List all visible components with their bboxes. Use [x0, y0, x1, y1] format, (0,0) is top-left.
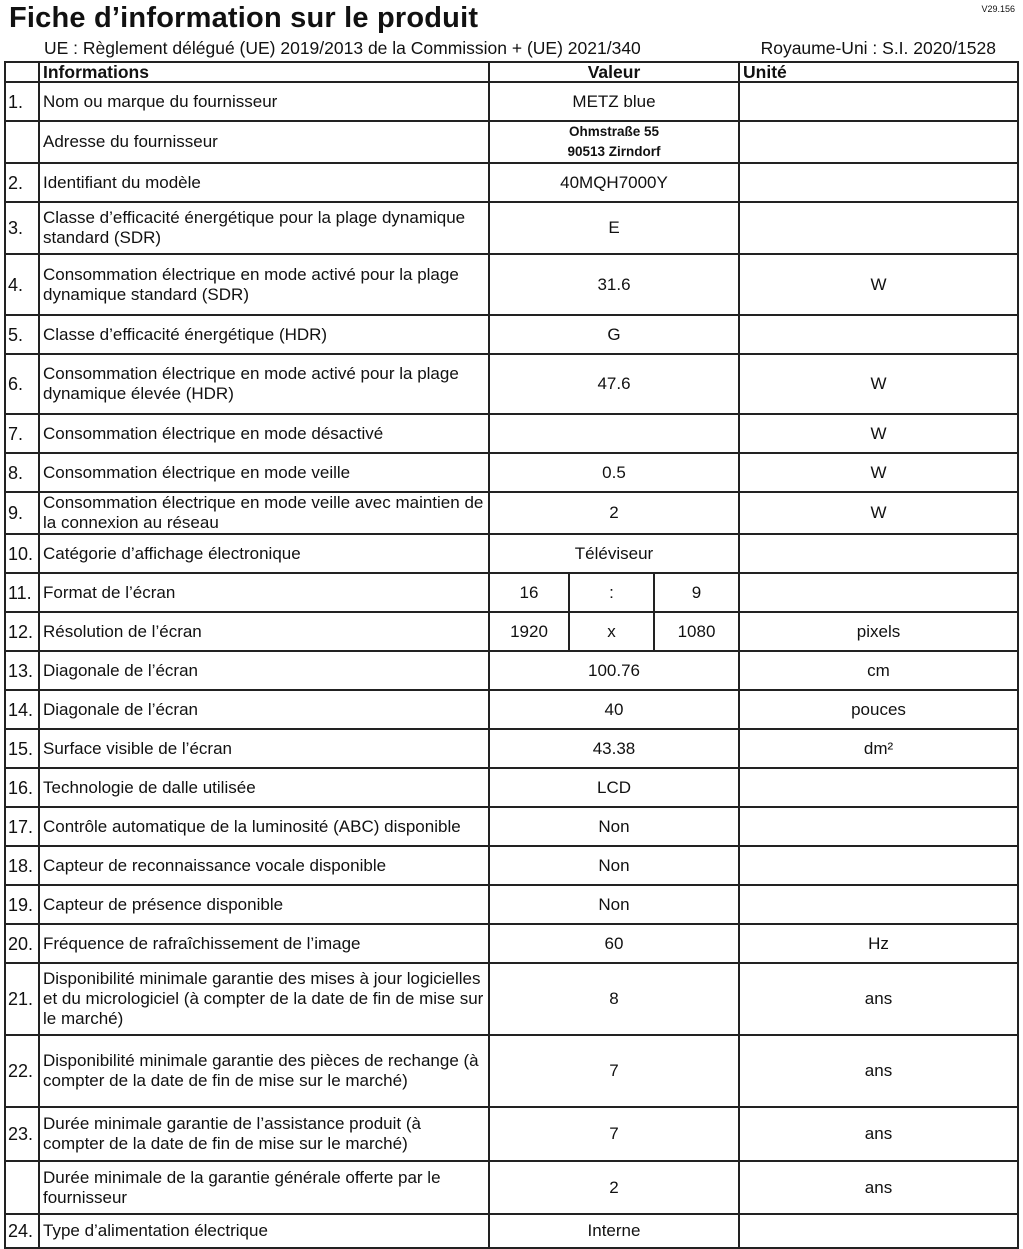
page-title: Fiche d’information sur le produit [9, 2, 479, 34]
row-unit [739, 1214, 1018, 1248]
row-unit [739, 534, 1018, 573]
aspect-height-value: 9 [654, 573, 739, 612]
row-label: Consommation électrique en mode activé pour la plage dynamique élevée (HDR) [39, 354, 489, 414]
row-unit: Hz [739, 924, 1018, 963]
header-informations: Informations [39, 62, 489, 82]
row-value [489, 121, 739, 163]
row-number: 8. [5, 453, 39, 492]
table-row [5, 612, 1018, 651]
row-value: 7 [489, 1107, 739, 1161]
table-row [5, 202, 1018, 254]
row-number: 16. [5, 768, 39, 807]
row-number: 5. [5, 315, 39, 354]
resolution-width-value: 1920 [489, 612, 569, 651]
row-number: 22. [5, 1035, 39, 1107]
table-row [5, 729, 1018, 768]
row-unit [739, 768, 1018, 807]
row-unit [739, 82, 1018, 121]
row-value [489, 414, 739, 453]
row-value: Téléviseur [489, 534, 739, 573]
row-label: Disponibilité minimale garantie des mises à jour logicielles et du micrologiciel (à compter de la date de fin de mise sur le marché) [39, 963, 489, 1035]
row-number: 9. [5, 492, 39, 534]
row-unit: ans [739, 1107, 1018, 1161]
row-number: 20. [5, 924, 39, 963]
row-unit [739, 573, 1018, 612]
row-value: 8 [489, 963, 739, 1035]
row-number: 2. [5, 163, 39, 202]
row-label: Consommation électrique en mode désactivé [39, 414, 489, 453]
row-number: 12. [5, 612, 39, 651]
row-number [5, 121, 39, 163]
row-unit: pixels [739, 612, 1018, 651]
row-unit [739, 163, 1018, 202]
row-label: Surface visible de l’écran [39, 729, 489, 768]
row-number: 19. [5, 885, 39, 924]
row-number [5, 1161, 39, 1214]
row-unit [739, 121, 1018, 163]
table-row [5, 768, 1018, 807]
row-value: LCD [489, 768, 739, 807]
row-label: Capteur de présence disponible [39, 885, 489, 924]
row-number: 4. [5, 254, 39, 315]
header-valeur: Valeur [489, 62, 739, 82]
row-value: 31.6 [489, 254, 739, 315]
resolution-separator: x [569, 612, 654, 651]
row-label: Catégorie d’affichage électronique [39, 534, 489, 573]
row-number: 11. [5, 573, 39, 612]
table-row [5, 121, 1018, 163]
table-row [5, 885, 1018, 924]
row-value: E [489, 202, 739, 254]
row-value: Non [489, 885, 739, 924]
row-label: Durée minimale garantie de l’assistance produit (à compter de la date de fin de mise sur le marché) [39, 1107, 489, 1161]
row-label: Diagonale de l’écran [39, 651, 489, 690]
table-row [5, 963, 1018, 1035]
table-row [5, 924, 1018, 963]
row-value: METZ blue [489, 82, 739, 121]
supplier-street: Ohmstraße 55 [568, 124, 660, 139]
row-value: 7 [489, 1035, 739, 1107]
row-label: Identifiant du modèle [39, 163, 489, 202]
table-row [5, 534, 1018, 573]
row-label: Format de l’écran [39, 573, 489, 612]
row-value: 0.5 [489, 453, 739, 492]
row-number: 6. [5, 354, 39, 414]
row-value: 40MQH7000Y [489, 163, 739, 202]
row-unit [739, 807, 1018, 846]
row-unit: ans [739, 1161, 1018, 1214]
table-row [5, 354, 1018, 414]
header-num-cell [5, 62, 39, 82]
header-unite: Unité [739, 62, 1018, 82]
row-number: 21. [5, 963, 39, 1035]
regulation-eu: UE : Règlement délégué (UE) 2019/2013 de la Commission + (UE) 2021/340 [44, 38, 641, 58]
row-unit: cm [739, 651, 1018, 690]
table-row [5, 492, 1018, 534]
table-row [5, 163, 1018, 202]
row-number: 13. [5, 651, 39, 690]
table-row [5, 1107, 1018, 1161]
row-value: 2 [489, 492, 739, 534]
row-label: Technologie de dalle utilisée [39, 768, 489, 807]
row-number: 1. [5, 82, 39, 121]
row-unit: W [739, 492, 1018, 534]
row-value: 40 [489, 690, 739, 729]
row-label: Capteur de reconnaissance vocale disponible [39, 846, 489, 885]
resolution-height-value: 1080 [654, 612, 739, 651]
row-unit: ans [739, 1035, 1018, 1107]
table-row [5, 1161, 1018, 1214]
row-unit: W [739, 414, 1018, 453]
table-row [5, 807, 1018, 846]
row-number: 23. [5, 1107, 39, 1161]
row-unit [739, 846, 1018, 885]
table-row [5, 414, 1018, 453]
row-number: 24. [5, 1214, 39, 1248]
row-value: 43.38 [489, 729, 739, 768]
row-number: 14. [5, 690, 39, 729]
row-unit: ans [739, 963, 1018, 1035]
row-label: Contrôle automatique de la luminosité (ABC) disponible [39, 807, 489, 846]
row-label: Classe d’efficacité énergétique pour la plage dynamique standard (SDR) [39, 202, 489, 254]
row-number: 10. [5, 534, 39, 573]
row-label: Durée minimale de la garantie générale offerte par le fournisseur [39, 1161, 489, 1214]
row-label: Consommation électrique en mode veille [39, 453, 489, 492]
row-value: G [489, 315, 739, 354]
row-number: 7. [5, 414, 39, 453]
aspect-separator: : [569, 573, 654, 612]
row-unit: dm² [739, 729, 1018, 768]
table-header-row [5, 62, 1018, 82]
row-unit: W [739, 254, 1018, 315]
row-label: Adresse du fournisseur [39, 121, 489, 163]
row-label: Consommation électrique en mode veille avec maintien de la connexion au réseau [39, 492, 489, 534]
table-row [5, 1214, 1018, 1248]
row-unit: pouces [739, 690, 1018, 729]
table-row [5, 453, 1018, 492]
row-unit: W [739, 453, 1018, 492]
supplier-city: 90513 Zirndorf [567, 144, 661, 159]
row-unit: W [739, 354, 1018, 414]
table-row [5, 1035, 1018, 1107]
row-unit [739, 202, 1018, 254]
table-row [5, 846, 1018, 885]
row-number: 15. [5, 729, 39, 768]
row-value: Interne [489, 1214, 739, 1248]
row-value: Non [489, 807, 739, 846]
row-number: 18. [5, 846, 39, 885]
row-value: 47.6 [489, 354, 739, 414]
product-info-table [4, 61, 1019, 1249]
row-label: Type d’alimentation électrique [39, 1214, 489, 1248]
row-value: 60 [489, 924, 739, 963]
row-unit [739, 315, 1018, 354]
row-label: Classe d’efficacité énergétique (HDR) [39, 315, 489, 354]
table-row [5, 651, 1018, 690]
table-row [5, 573, 1018, 612]
aspect-width-value: 16 [489, 573, 569, 612]
row-value: Non [489, 846, 739, 885]
row-label: Disponibilité minimale garantie des pièces de rechange (à compter de la date de fin de mise sur le marché) [39, 1035, 489, 1107]
row-label: Résolution de l’écran [39, 612, 489, 651]
table-row [5, 254, 1018, 315]
version-code: V29.156 [981, 4, 1015, 14]
row-label: Consommation électrique en mode activé pour la plage dynamique standard (SDR) [39, 254, 489, 315]
row-number: 17. [5, 807, 39, 846]
regulation-uk: Royaume-Uni : S.I. 2020/1528 [760, 38, 996, 58]
table-row [5, 315, 1018, 354]
row-unit [739, 885, 1018, 924]
row-value: 2 [489, 1161, 739, 1214]
row-label: Fréquence de rafraîchissement de l’image [39, 924, 489, 963]
row-value: 100.76 [489, 651, 739, 690]
row-number: 3. [5, 202, 39, 254]
row-label: Diagonale de l’écran [39, 690, 489, 729]
row-label: Nom ou marque du fournisseur [39, 82, 489, 121]
table-row [5, 690, 1018, 729]
table-row [5, 82, 1018, 121]
